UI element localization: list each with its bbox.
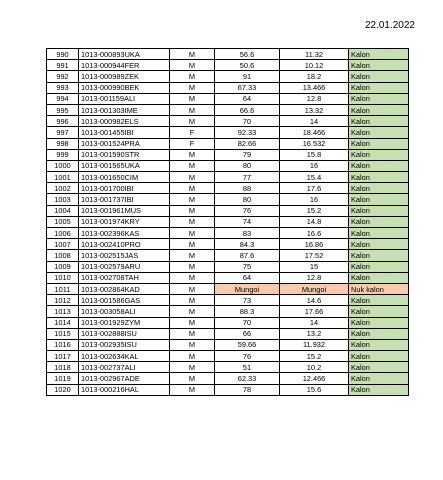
- score-cell: 66.6: [215, 104, 280, 115]
- student-code-cell: 1013-001961MUS: [79, 205, 170, 216]
- student-code-cell: 1013-001737IBI: [79, 194, 170, 205]
- score-cell: 76: [215, 205, 280, 216]
- status-cell: Kalon: [349, 194, 409, 205]
- table-row: [47, 138, 409, 149]
- row-number-cell: 990: [47, 49, 79, 60]
- weighted-score-cell: 18.466: [280, 127, 349, 138]
- row-number-cell: 991: [47, 60, 79, 71]
- weighted-score-cell: 12.8: [280, 93, 349, 104]
- gender-cell: M: [170, 317, 215, 328]
- status-cell: Kalon: [349, 60, 409, 71]
- status-cell: Kalon: [349, 384, 409, 395]
- student-code-cell: 1013-000216HAL: [79, 384, 170, 395]
- weighted-score-cell: 16: [280, 194, 349, 205]
- status-cell: Kalon: [349, 295, 409, 306]
- status-cell: Kalon: [349, 362, 409, 373]
- student-code-cell: 1013-003058ALI: [79, 306, 170, 317]
- table-row: [47, 71, 409, 82]
- table-row: [47, 250, 409, 261]
- weighted-score-cell: 17.52: [280, 250, 349, 261]
- row-number-cell: 998: [47, 138, 79, 149]
- gender-cell: M: [170, 250, 215, 261]
- weighted-score-cell: 15: [280, 261, 349, 272]
- table-row: [47, 384, 409, 395]
- row-number-cell: 1008: [47, 250, 79, 261]
- weighted-score-cell: 16.86: [280, 239, 349, 250]
- weighted-score-cell: 18.2: [280, 71, 349, 82]
- student-code-cell: 1013-001929ZYM: [79, 317, 170, 328]
- score-cell: 66: [215, 328, 280, 339]
- table-row: [47, 272, 409, 283]
- status-cell: Kalon: [349, 250, 409, 261]
- row-number-cell: 1004: [47, 205, 79, 216]
- gender-cell: M: [170, 172, 215, 183]
- gender-cell: M: [170, 216, 215, 227]
- score-cell: 76: [215, 351, 280, 362]
- weighted-score-cell: 17.66: [280, 306, 349, 317]
- student-code-cell: 1013-002737ALI: [79, 362, 170, 373]
- row-number-cell: 1020: [47, 384, 79, 395]
- row-number-cell: 1002: [47, 183, 79, 194]
- table-row: [47, 160, 409, 171]
- table-row: [47, 49, 409, 60]
- row-number-cell: 999: [47, 149, 79, 160]
- score-cell: 56.6: [215, 49, 280, 60]
- table-row: [47, 205, 409, 216]
- student-code-cell: 1013-000982ELS: [79, 116, 170, 127]
- status-cell: Kalon: [349, 373, 409, 384]
- status-cell: Kalon: [349, 49, 409, 60]
- status-cell: Kalon: [349, 172, 409, 183]
- score-cell: 75: [215, 261, 280, 272]
- status-cell: Kalon: [349, 138, 409, 149]
- status-cell: Kalon: [349, 261, 409, 272]
- table-row: [47, 149, 409, 160]
- table-row: [47, 261, 409, 272]
- score-cell: 80: [215, 160, 280, 171]
- student-code-cell: 1013-001524PRA: [79, 138, 170, 149]
- gender-cell: F: [170, 138, 215, 149]
- status-cell: Kalon: [349, 116, 409, 127]
- row-number-cell: 1009: [47, 261, 79, 272]
- score-cell: 92.33: [215, 127, 280, 138]
- table-row: [47, 339, 409, 350]
- table-row: [47, 317, 409, 328]
- score-cell: 50.6: [215, 60, 280, 71]
- row-number-cell: 1001: [47, 172, 79, 183]
- row-number-cell: 1006: [47, 228, 79, 239]
- score-cell: 82.66: [215, 138, 280, 149]
- table-row: [47, 183, 409, 194]
- results-table-body: [47, 49, 409, 396]
- gender-cell: M: [170, 373, 215, 384]
- status-cell: Kalon: [349, 328, 409, 339]
- score-cell: 88: [215, 183, 280, 194]
- table-row: [47, 351, 409, 362]
- gender-cell: M: [170, 295, 215, 306]
- weighted-score-cell: 15.6: [280, 384, 349, 395]
- gender-cell: M: [170, 160, 215, 171]
- table-row: [47, 82, 409, 93]
- score-cell: 70: [215, 317, 280, 328]
- row-number-cell: 992: [47, 71, 79, 82]
- status-cell: Kalon: [349, 205, 409, 216]
- gender-cell: M: [170, 272, 215, 283]
- score-cell: 62.33: [215, 373, 280, 384]
- score-cell: 51: [215, 362, 280, 373]
- weighted-score-cell: 13.32: [280, 104, 349, 115]
- weighted-score-cell: 15.8: [280, 149, 349, 160]
- student-code-cell: 1013-001590STR: [79, 149, 170, 160]
- table-row: [47, 373, 409, 384]
- status-cell: Kalon: [349, 127, 409, 138]
- row-number-cell: 1013: [47, 306, 79, 317]
- table-row: [47, 116, 409, 127]
- status-cell: Kalon: [349, 351, 409, 362]
- score-cell: 70: [215, 116, 280, 127]
- table-row: [47, 127, 409, 138]
- student-code-cell: 1013-002634KAL: [79, 351, 170, 362]
- gender-cell: M: [170, 116, 215, 127]
- gender-cell: M: [170, 239, 215, 250]
- weighted-score-cell: 11.932: [280, 339, 349, 350]
- gender-cell: M: [170, 205, 215, 216]
- weighted-score-cell: 16.532: [280, 138, 349, 149]
- table-row: [47, 362, 409, 373]
- student-code-cell: 1013-000944FER: [79, 60, 170, 71]
- weighted-score-cell: 17.6: [280, 183, 349, 194]
- score-cell: 67.33: [215, 82, 280, 93]
- gender-cell: M: [170, 60, 215, 71]
- row-number-cell: 1007: [47, 239, 79, 250]
- status-cell: Kalon: [349, 272, 409, 283]
- status-cell: Kalon: [349, 93, 409, 104]
- row-number-cell: 1003: [47, 194, 79, 205]
- results-table: [46, 48, 409, 396]
- status-cell: Kalon: [349, 239, 409, 250]
- weighted-score-cell: 16.6: [280, 228, 349, 239]
- student-code-cell: 1013-001974KRY: [79, 216, 170, 227]
- weighted-score-cell: 12.466: [280, 373, 349, 384]
- status-cell: Kalon: [349, 339, 409, 350]
- row-number-cell: 1017: [47, 351, 79, 362]
- score-cell: 77: [215, 172, 280, 183]
- student-code-cell: 1013-002515JAS: [79, 250, 170, 261]
- student-code-cell: 1013-001455IBI: [79, 127, 170, 138]
- status-cell: Kalon: [349, 71, 409, 82]
- table-row: [47, 306, 409, 317]
- weighted-score-cell: 14.8: [280, 216, 349, 227]
- status-cell: Kalon: [349, 82, 409, 93]
- row-number-cell: 995: [47, 104, 79, 115]
- weighted-score-cell: Mungoi: [280, 283, 349, 294]
- weighted-score-cell: 13.466: [280, 82, 349, 93]
- row-number-cell: 1015: [47, 328, 79, 339]
- gender-cell: M: [170, 306, 215, 317]
- table-row: [47, 60, 409, 71]
- gender-cell: M: [170, 149, 215, 160]
- student-code-cell: 1013-002579ARU: [79, 261, 170, 272]
- row-number-cell: 994: [47, 93, 79, 104]
- status-cell: Kalon: [349, 306, 409, 317]
- score-cell: 88.3: [215, 306, 280, 317]
- gender-cell: M: [170, 194, 215, 205]
- table-row: [47, 239, 409, 250]
- status-cell: Kalon: [349, 183, 409, 194]
- score-cell: 78: [215, 384, 280, 395]
- gender-cell: M: [170, 82, 215, 93]
- student-code-cell: 1013-000989ZEK: [79, 71, 170, 82]
- student-code-cell: 1013-001586GAS: [79, 295, 170, 306]
- row-number-cell: 1014: [47, 317, 79, 328]
- table-row: [47, 283, 409, 294]
- score-cell: 91: [215, 71, 280, 82]
- gender-cell: M: [170, 384, 215, 395]
- status-cell: Kalon: [349, 216, 409, 227]
- score-cell: 79: [215, 149, 280, 160]
- score-cell: 64: [215, 93, 280, 104]
- weighted-score-cell: 12.8: [280, 272, 349, 283]
- student-code-cell: 1013-001303IME: [79, 104, 170, 115]
- status-cell: Kalon: [349, 160, 409, 171]
- gender-cell: M: [170, 362, 215, 373]
- weighted-score-cell: 15.2: [280, 205, 349, 216]
- table-row: [47, 228, 409, 239]
- row-number-cell: 1018: [47, 362, 79, 373]
- gender-cell: M: [170, 328, 215, 339]
- gender-cell: F: [170, 127, 215, 138]
- score-cell: Mungoi: [215, 283, 280, 294]
- gender-cell: M: [170, 351, 215, 362]
- score-cell: 64: [215, 272, 280, 283]
- table-row: [47, 194, 409, 205]
- gender-cell: M: [170, 283, 215, 294]
- weighted-score-cell: 14.6: [280, 295, 349, 306]
- table-row: [47, 328, 409, 339]
- student-code-cell: 1013-002935ISU: [79, 339, 170, 350]
- score-cell: 59.66: [215, 339, 280, 350]
- weighted-score-cell: 15.2: [280, 351, 349, 362]
- gender-cell: M: [170, 339, 215, 350]
- row-number-cell: 1016: [47, 339, 79, 350]
- gender-cell: M: [170, 261, 215, 272]
- weighted-score-cell: 14: [280, 317, 349, 328]
- status-cell: Kalon: [349, 104, 409, 115]
- weighted-score-cell: 11.32: [280, 49, 349, 60]
- row-number-cell: 1005: [47, 216, 79, 227]
- row-number-cell: 996: [47, 116, 79, 127]
- student-code-cell: 1013-001159ALI: [79, 93, 170, 104]
- score-cell: 80: [215, 194, 280, 205]
- student-code-cell: 1013-000990BEK: [79, 82, 170, 93]
- row-number-cell: 1000: [47, 160, 79, 171]
- row-number-cell: 1010: [47, 272, 79, 283]
- weighted-score-cell: 16: [280, 160, 349, 171]
- score-cell: 74: [215, 216, 280, 227]
- gender-cell: M: [170, 93, 215, 104]
- table-row: [47, 172, 409, 183]
- student-code-cell: 1013-002396KAS: [79, 228, 170, 239]
- student-code-cell: 1013-001650CIM: [79, 172, 170, 183]
- score-cell: 87.6: [215, 250, 280, 261]
- student-code-cell: 1013-001700IBI: [79, 183, 170, 194]
- student-code-cell: 1013-002708TAH: [79, 272, 170, 283]
- gender-cell: M: [170, 71, 215, 82]
- student-code-cell: 1013-000893UKA: [79, 49, 170, 60]
- table-row: [47, 93, 409, 104]
- status-cell: Kalon: [349, 149, 409, 160]
- student-code-cell: 1013-002888ISU: [79, 328, 170, 339]
- status-cell: Nuk kalon: [349, 283, 409, 294]
- weighted-score-cell: 14: [280, 116, 349, 127]
- score-cell: 84.3: [215, 239, 280, 250]
- gender-cell: M: [170, 104, 215, 115]
- table-row: [47, 295, 409, 306]
- student-code-cell: 1013-002864KAD: [79, 283, 170, 294]
- weighted-score-cell: 13.2: [280, 328, 349, 339]
- student-code-cell: 1013-002410PRO: [79, 239, 170, 250]
- document-date: 22.01.2022: [364, 20, 415, 31]
- weighted-score-cell: 10.12: [280, 60, 349, 71]
- score-cell: 73: [215, 295, 280, 306]
- status-cell: Kalon: [349, 317, 409, 328]
- gender-cell: M: [170, 228, 215, 239]
- status-cell: Kalon: [349, 228, 409, 239]
- row-number-cell: 1011: [47, 283, 79, 294]
- row-number-cell: 997: [47, 127, 79, 138]
- student-code-cell: 1013-001565UKA: [79, 160, 170, 171]
- score-cell: 83: [215, 228, 280, 239]
- gender-cell: M: [170, 183, 215, 194]
- table-row: [47, 104, 409, 115]
- student-code-cell: 1013-002967ADE: [79, 373, 170, 384]
- row-number-cell: 1019: [47, 373, 79, 384]
- row-number-cell: 993: [47, 82, 79, 93]
- row-number-cell: 1012: [47, 295, 79, 306]
- table-row: [47, 216, 409, 227]
- gender-cell: M: [170, 49, 215, 60]
- weighted-score-cell: 15.4: [280, 172, 349, 183]
- weighted-score-cell: 10.2: [280, 362, 349, 373]
